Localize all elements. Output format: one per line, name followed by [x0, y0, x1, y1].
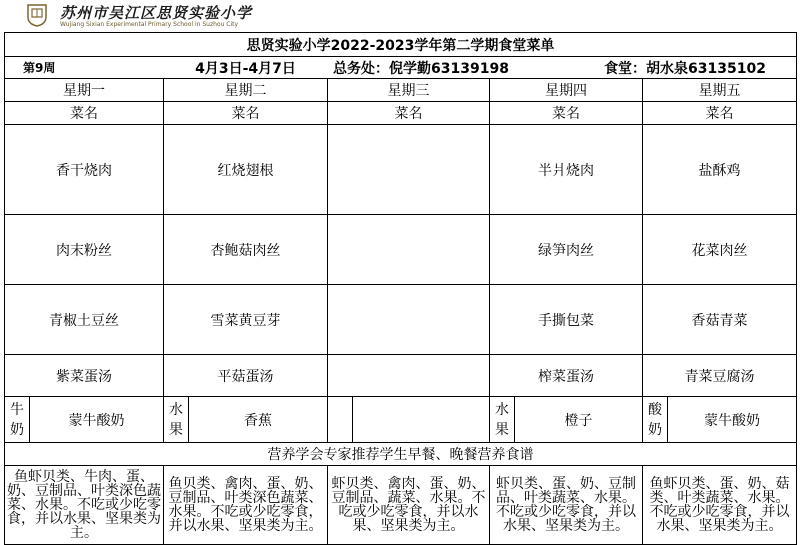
dish-column-label: 菜名 [5, 102, 164, 125]
date-range: 4月3日-4月7日 [164, 57, 328, 79]
dish-cell [328, 285, 490, 355]
dish-cell: 杏鲍菇肉丝 [164, 215, 328, 285]
general-affairs-contact: 总务处：倪学勤63139198 [328, 57, 515, 79]
dish-cell: 香菇青菜 [643, 285, 797, 355]
nutrition-cell: 鱼贝类、禽肉、蛋、奶、豆制品、叶类深色蔬菜、水果。不吃或少吃零食，并以水果、坚果类为主。 [164, 466, 328, 545]
dish-cell: 花菜肉丝 [643, 215, 797, 285]
soup-cell: 青菜豆腐汤 [643, 355, 797, 397]
menu-table [4, 32, 797, 545]
school-name-cn: 苏州市吴江区思贤实验小学 [60, 4, 253, 22]
nutrition-cell: 鱼虾贝类、蛋、奶、菇类、叶类蔬菜、水果。不吃或少吃零食，并以水果、坚果类为主。 [643, 466, 797, 545]
extra-item: 橙子 [515, 397, 643, 443]
dish-cell: 红烧翅根 [164, 125, 328, 215]
dish-cell: 肉末粉丝 [5, 215, 164, 285]
dish-column-label: 菜名 [643, 102, 797, 125]
day-header: 星期二 [164, 79, 328, 102]
dish-cell: 青椒土豆丝 [5, 285, 164, 355]
dish-cell: 盐酥鸡 [643, 125, 797, 215]
extra-label: 水果 [490, 397, 515, 443]
dish-cell: 半爿烧肉 [490, 125, 643, 215]
dish-column-label: 菜名 [164, 102, 328, 125]
nutrition-cell: 虾贝类、蛋、奶、豆制品、叶类蔬菜、水果。不吃或少吃零食，并以水果、坚果类为主。 [490, 466, 643, 545]
school-logo-bar [0, 0, 800, 32]
dish-column-label: 菜名 [490, 102, 643, 125]
extra-label: 水果 [164, 397, 189, 443]
day-header: 星期三 [328, 79, 490, 102]
soup-cell: 榨菜蛋汤 [490, 355, 643, 397]
extra-label: 酸奶 [643, 397, 668, 443]
day-header: 星期五 [643, 79, 797, 102]
extra-item: 香蕉 [189, 397, 328, 443]
school-seal-icon [26, 3, 48, 27]
soup-cell: 紫菜蛋汤 [5, 355, 164, 397]
canteen-contact: 食堂：胡水泉63135102 [515, 57, 797, 79]
soup-cell [328, 355, 490, 397]
dish-cell: 手撕包菜 [490, 285, 643, 355]
extra-label: 牛奶 [5, 397, 30, 443]
extra-item: 蒙牛酸奶 [30, 397, 164, 443]
extra-item [353, 397, 490, 443]
school-name-en: Wujiang Sixian Experimental Primary School in Suzhou City [60, 21, 239, 28]
dish-cell: 绿笋肉丝 [490, 215, 643, 285]
dish-cell: 雪菜黄豆芽 [164, 285, 328, 355]
extra-item: 蒙牛酸奶 [668, 397, 797, 443]
nutrition-cell: 虾贝类、禽肉、蛋、奶、豆制品、蔬菜、水果。不吃或少吃零食，并以水果、坚果类为主。 [328, 466, 490, 545]
dish-cell [328, 215, 490, 285]
dish-column-label: 菜名 [328, 102, 490, 125]
week-number: 第9周 [5, 57, 164, 79]
menu-title: 思贤实验小学2022-2023学年第二学期食堂菜单 [5, 33, 797, 57]
nutrition-cell: 鱼虾贝类、牛肉、蛋、奶、豆制品、叶类深色蔬菜、水果。不吃或少吃零食，并以水果、坚果类为主。 [5, 466, 164, 545]
dish-cell [328, 125, 490, 215]
day-header: 星期一 [5, 79, 164, 102]
soup-cell: 平菇蛋汤 [164, 355, 328, 397]
dish-cell: 香干烧肉 [5, 125, 164, 215]
extra-label [328, 397, 353, 443]
nutrition-title: 营养学会专家推荐学生早餐、晚餐营养食谱 [5, 443, 797, 466]
day-header: 星期四 [490, 79, 643, 102]
